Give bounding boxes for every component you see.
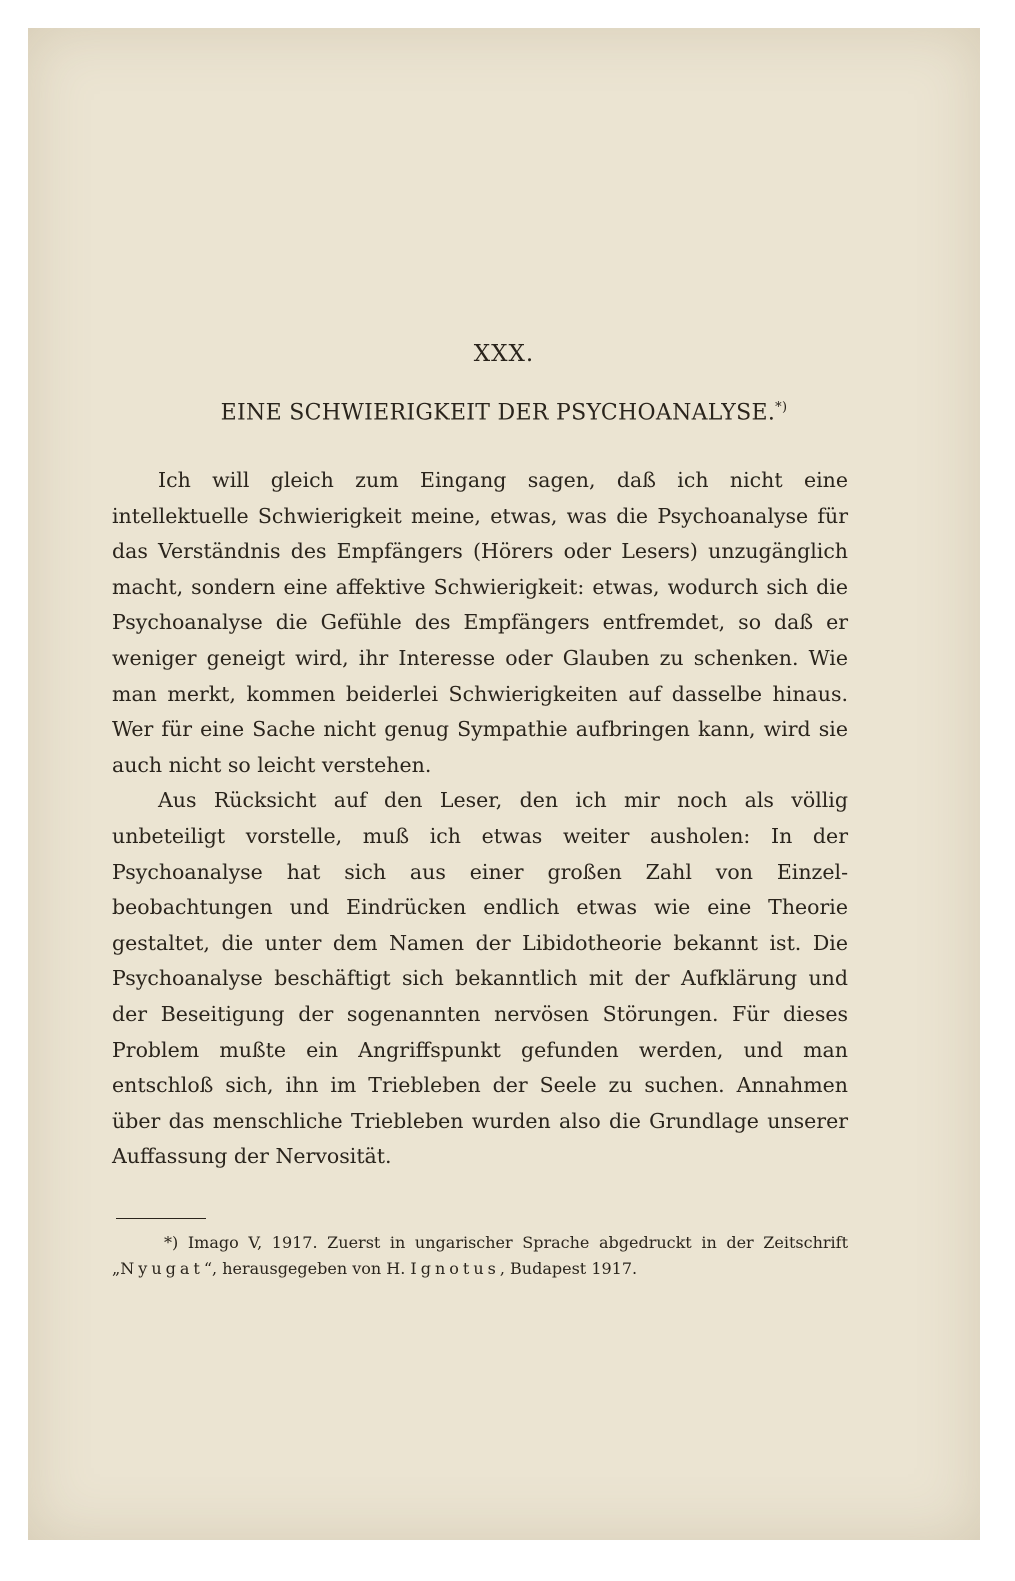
footnote	[112, 1230, 848, 1282]
footnote-text-start: Imago V, 1917. Zuerst in ungarischer Sprache abgedruckt in der Zeitschrift „	[112, 1233, 849, 1278]
footnote-reference: *)	[775, 400, 788, 415]
paragraph-1: Ich will gleich zum Eingang sagen, daß ich nicht eine intellektuelle Schwierigkeit meine, etwas, was die Psychoanalyse für das Verständnis des Empfängers (Hörers oder Lesers) unzugänglich macht, sondern eine affektive Schwierigkeit: etwas, wodurch sich die Psychoanalyse die Gefühle des Empfängers entfremdet, so daß er weniger geneigt wird, ihr Interesse oder Glauben zu schenken. Wie man merkt, kommen beiderlei Schwierigkeiten auf dasselbe hinaus. Wer für eine Sache nicht genug Sympathie aufbringen kann, wird sie auch nicht so leicht verstehen.	[112, 468, 848, 777]
chapter-title	[28, 400, 980, 425]
footnote-editor: Ignotus	[410, 1259, 500, 1278]
footnote-marker: *)	[164, 1233, 179, 1252]
book-page	[28, 28, 980, 1540]
paragraph-2: Aus Rücksicht auf den Leser, den ich mir noch als völlig unbeteiligt vorstelle, muß ich etwas weiter ausholen: In der Psychoanalyse hat sich aus einer großen Zahl von Einzelbeobachtungen und Eindrücken endlich etwas wie eine Theorie gestaltet, die unter dem Namen der Libidotheorie bekannt ist. Die Psychoanalyse beschäftigt sich bekanntlich mit der Aufklärung und der Beseitigung der sogenannten nervösen Störungen. Für dieses Problem mußte ein Angriffspunkt gefunden werden, und man entschloß sich, ihn im Triebleben der Seele zu suchen. Annahmen über das menschliche Triebleben wurden also die Grundlage unserer Auffassung der Nervosität.	[112, 788, 848, 1169]
chapter-number: XXX.	[473, 341, 535, 367]
footnote-journal: Nyugat	[120, 1259, 204, 1278]
footnote-divider	[116, 1218, 206, 1219]
footnote-text-middle: “, herausgegeben von H.	[203, 1259, 411, 1278]
chapter-body	[112, 463, 848, 1175]
footnote-text-end: , Budapest 1917.	[499, 1259, 638, 1278]
chapter-title-text: EINE SCHWIERIGKEIT DER PSYCHOANALYSE.	[220, 400, 776, 426]
